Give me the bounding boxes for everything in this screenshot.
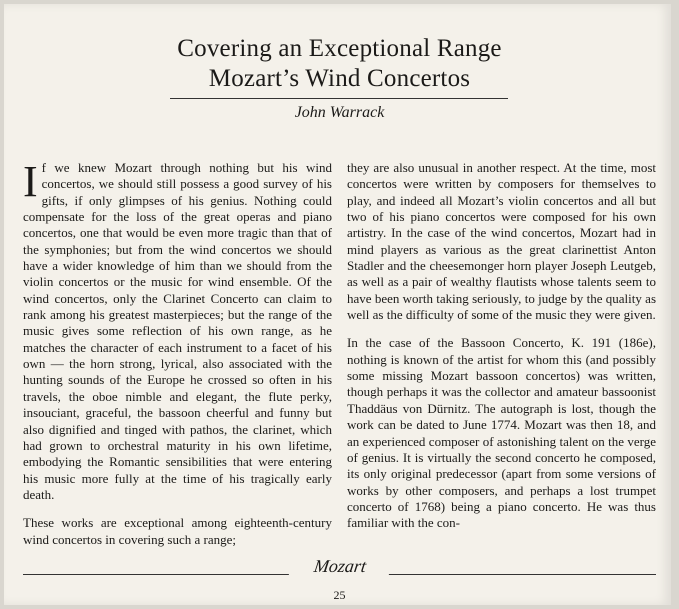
- mozart-signature: Mozart: [289, 556, 392, 577]
- paragraph-1-text: f we knew Mozart through nothing but his wind concertos, we should still possess a good survey of his gifts, if only glimpses of his genius. Nothing could compensate for the loss of the great operas and piano concertos, one that would be even more tragic than that of the symphonies; but from the wind concertos we should have a wider knowledge of him than we should from the violin concertos or the music for wind ensemble. Of the wind concertos, only the Clarinet Concerto can claim to rank among his greatest masterpieces; but the range of the music gives some reflection of his own range, as he matches the character of each instrument to a facet of his own — the horn strong, lyrical, also associated with the hunting sounds of the Europe he crossed so often in his travels, the oboe nimble and elegant, the flute perky, insouciant, graceful, the bassoon cheerful and funny but also dignified and tinged with pathos, the clarinet, which had grown to orchestral maturity in his own lifetime, embodying the Romantic sensibilities that were entering his music more fully at the time of his tragically early death.: [23, 160, 332, 502]
- right-column: [347, 160, 656, 532]
- paragraph-4: In the case of the Bassoon Concerto, K. 191 (186e), nothing is known of the artist for whom this (and possibly some missing Mozart bassoon concertos) was written, though perhaps it was the collector and amateur bassoonist Thaddäus von Dürnitz. The autograph is lost, though the work can be dated to June 1774. Mozart was then 18, and an experienced composer of astonishing talent on the verge of genius. It is virtually the second concerto he composed, its only original predecessor (apart from some versions of works by other composers, and perhaps a lost trumpet concerto of 1768) being a piano concerto. He was thus familiar with the con-: [347, 335, 656, 531]
- title-line-1: Covering an Exceptional Range: [177, 35, 502, 62]
- paragraph-2: These works are exceptional among eighteenth-century wind concertos in covering such a range;: [23, 515, 332, 547]
- left-column: [23, 157, 332, 548]
- title-line-2: Mozart’s Wind Concertos: [208, 65, 471, 92]
- paragraph-1: [23, 157, 332, 503]
- author-name: John Warrack: [294, 104, 385, 121]
- article-title: [0, 34, 679, 94]
- title-divider: [170, 98, 508, 99]
- drop-cap: I: [23, 157, 38, 206]
- page-number: 25: [333, 588, 346, 602]
- paragraph-3: they are also unusual in another respect. At the time, most concertos were written by composers for themselves to play, and indeed all Mozart’s violin concertos and all but two of his piano concertos were composed for his own artistry. In the case of the wind concertos, Mozart had in mind players as various as the great clarinettist Anton Stadler and the cheesemonger horn player Joseph Leutgeb, as well as a pair of wealthy flautists whose talents seem to have been worth taking seriously, to judge by the quality as well as the difficulty of some of the music they were given.: [347, 160, 656, 323]
